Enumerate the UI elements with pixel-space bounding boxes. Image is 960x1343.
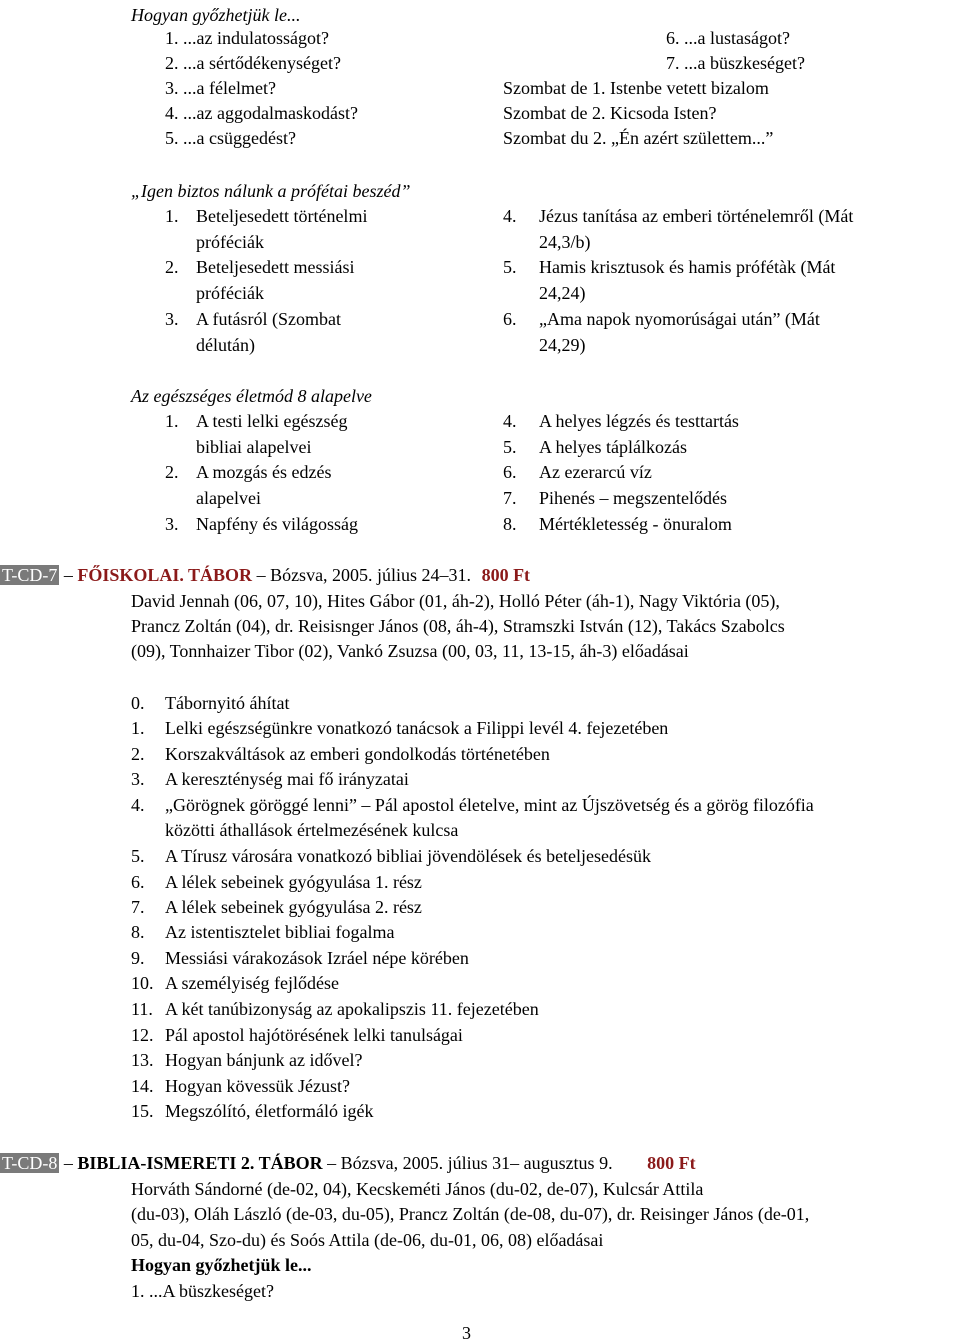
list-item-number: 10. xyxy=(131,973,154,993)
cd7-header xyxy=(0,565,530,585)
list-item: Szombat du 2. „Én azért születtem...” xyxy=(503,128,774,148)
list-item: A két tanúbizonyság az apokalipszis 11. fejezetében xyxy=(165,999,539,1019)
cd7-price: 800 Ft xyxy=(481,565,531,585)
list-item-number: 13. xyxy=(131,1050,154,1070)
list-item: A lélek sebeinek gyógyulása 2. rész xyxy=(165,897,422,917)
list-item-number: 0. xyxy=(131,693,145,713)
list-item-cont: próféciák xyxy=(196,283,264,303)
cd8-desc-line: 05, du-04, Szo-du) és Soós Attila (de-06, du-01, 06, 08) előadásai xyxy=(131,1230,604,1250)
list-item: A testi lelki egészség xyxy=(196,411,348,431)
list-item-number: 5. xyxy=(503,437,517,457)
list-item-cont: bibliai alapelvei xyxy=(196,437,312,457)
list-item: Hamis krisztusok és hamis prófétàk (Mát xyxy=(539,257,836,277)
list-item-number: 4. xyxy=(503,206,517,226)
list-item: A futásról (Szombat xyxy=(196,309,341,329)
list-item-number: 2. xyxy=(165,257,179,277)
list-item: 7. ...a büszkeséget? xyxy=(666,53,805,73)
list-item-number: 1. xyxy=(165,206,179,226)
list-item: A lélek sebeinek gyógyulása 1. rész xyxy=(165,872,422,892)
list-item: Pál apostol hajótörésének lelki tanulságai xyxy=(165,1025,463,1045)
list-item: Beteljesedett történelmi xyxy=(196,206,368,226)
list-item: 5. ...a csüggedést? xyxy=(165,128,296,148)
list-item: Jézus tanítása az emberi történelemről (Mát xyxy=(539,206,854,226)
list-item: „Ama napok nyomorúságai után” (Mát xyxy=(539,309,820,329)
list-item-number: 3. xyxy=(165,309,179,329)
cd7-place: – Bózsva, 2005. július 24–31. xyxy=(252,565,472,585)
cd7-desc-line: (09), Tonnhaizer Tibor (02), Vankó Zsuzsa (00, 03, 11, 13-15, áh-3) előadásai xyxy=(131,641,689,661)
list-item-number: 7. xyxy=(503,488,517,508)
list-item-number: 11. xyxy=(131,999,153,1019)
list-item: 1. ...az indulatosságot? xyxy=(165,28,329,48)
list-item: 1. ...A büszkeséget? xyxy=(131,1281,274,1301)
list-item: Az istentisztelet bibliai fogalma xyxy=(165,922,395,942)
cd8-desc-line: (du-03), Oláh László (de-03, du-05), Prancz Zoltán (de-08, du-07), dr. Reisinger János (de-01, xyxy=(131,1204,810,1224)
list-item-number: 6. xyxy=(131,872,145,892)
list-item: 2. ...a sértődékenységet? xyxy=(165,53,341,73)
list-item: A személyiség fejlődése xyxy=(165,973,339,993)
list-item: Mértékletesség - önuralom xyxy=(539,514,732,534)
cd8-header xyxy=(0,1153,696,1173)
list-item-number: 14. xyxy=(131,1076,154,1096)
list-item: A helyes táplálkozás xyxy=(539,437,687,457)
list-item-number: 2. xyxy=(165,462,179,482)
cd7-desc-line: Prancz Zoltán (04), dr. Reisisnger János (08, áh-4), Stramszki István (12), Takács Szabolcs xyxy=(131,616,785,636)
list-item-cont: délután) xyxy=(196,335,255,355)
list-item-number: 4. xyxy=(503,411,517,431)
list-item-number: 6. xyxy=(503,309,517,329)
list-item-cont: próféciák xyxy=(196,232,264,252)
list-item-number: 12. xyxy=(131,1025,154,1045)
list-item: 6. ...a lustaságot? xyxy=(666,28,790,48)
list-item: A Tírusz városára vonatkozó bibliai jövendölések és beteljesedésük xyxy=(165,846,652,866)
list-item: Tábornyitó áhítat xyxy=(165,693,290,713)
list-item-number: 6. xyxy=(503,462,517,482)
list-item-cont: 24,24) xyxy=(539,283,586,303)
list-item-number: 5. xyxy=(131,846,145,866)
list-item: Az ezerarcú víz xyxy=(539,462,652,482)
section-title-hogyan: Hogyan győzhetjük le... xyxy=(131,5,301,25)
cd8-subtitle: Hogyan győzhetjük le... xyxy=(131,1255,312,1275)
list-item: Messiási várakozások Izráel népe körében xyxy=(165,948,469,968)
list-item-number: 1. xyxy=(165,411,179,431)
list-item: A kereszténység mai fő irányzatai xyxy=(165,769,409,789)
cd8-place: – Bózsva, 2005. július 31– augusztus 9. xyxy=(322,1153,613,1173)
list-item: Napfény és világosság xyxy=(196,514,358,534)
list-item: Hogyan kövessük Jézust? xyxy=(165,1076,350,1096)
list-item: Hogyan bánjunk az idővel? xyxy=(165,1050,363,1070)
list-item-cont: alapelvei xyxy=(196,488,261,508)
list-item: Lelki egészségünkre vonatkozó tanácsok a Filippi levél 4. fejezetében xyxy=(165,718,669,738)
list-item-number: 5. xyxy=(503,257,517,277)
list-item-cont: 24,29) xyxy=(539,335,586,355)
list-item: 4. ...az aggodalmaskodást? xyxy=(165,103,358,123)
list-item: Korszakváltások az emberi gondolkodás történetében xyxy=(165,744,550,764)
cd8-desc-line: Horváth Sándorné (de-02, 04), Kecskeméti János (du-02, de-07), Kulcsár Attila xyxy=(131,1179,704,1199)
list-item-number: 9. xyxy=(131,948,145,968)
list-item-number: 3. xyxy=(131,769,145,789)
section-title-eletmod: Az egészséges életmód 8 alapelve xyxy=(131,386,372,406)
list-item: Megszólító, életformáló igék xyxy=(165,1101,374,1121)
list-item: Szombat de 1. Istenbe vetett bizalom xyxy=(503,78,769,98)
list-item-cont: 24,3/b) xyxy=(539,232,591,252)
list-item: A mozgás és edzés xyxy=(196,462,332,482)
list-item-cont: közötti áthallások értelmezésének kulcsa xyxy=(165,820,459,840)
cd7-code-badge: T-CD-7 xyxy=(2,565,58,585)
list-item-number: 8. xyxy=(131,922,145,942)
list-item-number: 1. xyxy=(131,718,145,738)
list-item-number: 8. xyxy=(503,514,517,534)
cd8-dash: – xyxy=(59,1153,78,1173)
list-item: Pihenés – megszentelődés xyxy=(539,488,727,508)
list-item: A helyes légzés és testtartás xyxy=(539,411,739,431)
list-item: „Görögnek göröggé lenni” – Pál apostol életelve, mint az Újszövetség és a görög filozófia xyxy=(165,795,814,815)
page-number: 3 xyxy=(462,1323,471,1343)
list-item-number: 7. xyxy=(131,897,145,917)
list-item-number: 3. xyxy=(165,514,179,534)
cd8-price: 800 Ft xyxy=(647,1153,696,1173)
list-item-number: 2. xyxy=(131,744,145,764)
list-item: Beteljesedett messiási xyxy=(196,257,355,277)
list-item-number: 15. xyxy=(131,1101,154,1121)
cd8-title: BIBLIA-ISMERETI 2. TÁBOR xyxy=(77,1153,323,1173)
list-item: Szombat de 2. Kicsoda Isten? xyxy=(503,103,717,123)
cd8-code-badge: T-CD-8 xyxy=(2,1153,58,1173)
list-item: 3. ...a félelmet? xyxy=(165,78,276,98)
cd7-dash: – xyxy=(59,565,78,585)
cd7-desc-line: David Jennah (06, 07, 10), Hites Gábor (01, áh-2), Holló Péter (áh-1), Nagy Viktória (05), xyxy=(131,591,780,611)
list-item-number: 4. xyxy=(131,795,145,815)
section-title-profetai: „Igen biztos nálunk a prófétai beszéd” xyxy=(131,181,411,201)
cd7-title: FŐISKOLAI. TÁBOR xyxy=(77,565,253,585)
